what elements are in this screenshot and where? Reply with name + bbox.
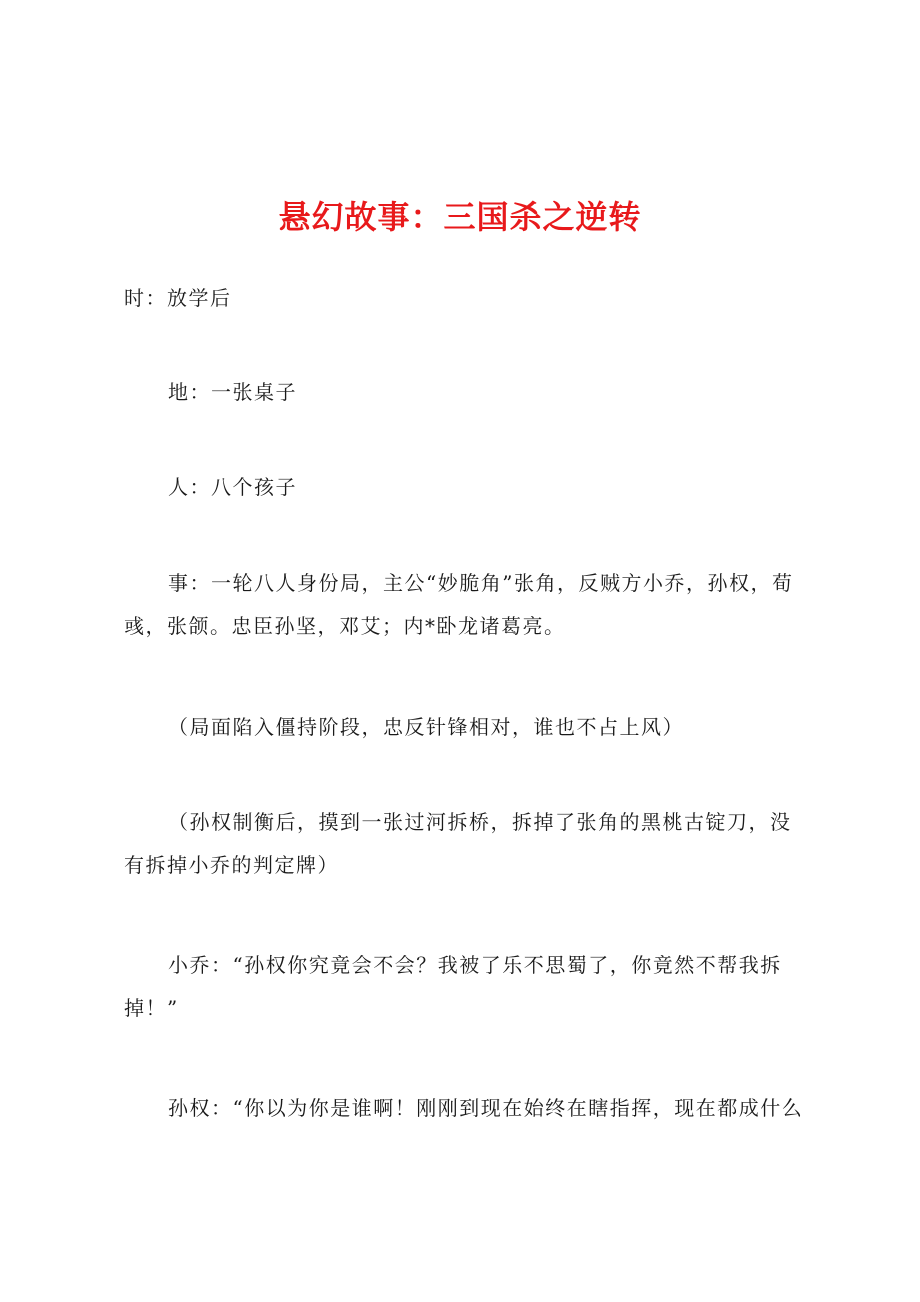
paragraph-stage-direction-2: （孙权制衡后，摸到一张过河拆桥，拆掉了张角的黑桃古锭刀，没有拆掉小乔的判定牌）	[124, 810, 792, 877]
paragraph-dialogue-xiaoqiao: 小乔：“孙权你究竟会不会？我被了乐不思蜀了，你竟然不帮我拆掉！”	[124, 953, 782, 1020]
paragraph-place: 地：一张桌子	[168, 380, 297, 404]
paragraph-time: 时：放学后	[124, 286, 232, 310]
paragraph-dialogue-sunquan: 孙权：“你以为你是谁啊！刚刚到现在始终在瞎指挥，现在都成什么	[168, 1096, 804, 1120]
paragraph-stage-direction-1: （局面陷入僵持阶段，忠反针锋相对，谁也不占上风）	[168, 715, 684, 739]
paragraph-event: 事：一轮八人身份局，主公“妙脆角”张角，反贼方小乔，孙权，荀彧，张颌。忠臣孙坚，邓艾；内*卧龙诸葛亮。	[124, 571, 794, 638]
document-title: 悬幻故事：三国杀之逆转	[278, 198, 642, 236]
paragraph-people: 人：八个孩子	[168, 475, 297, 499]
